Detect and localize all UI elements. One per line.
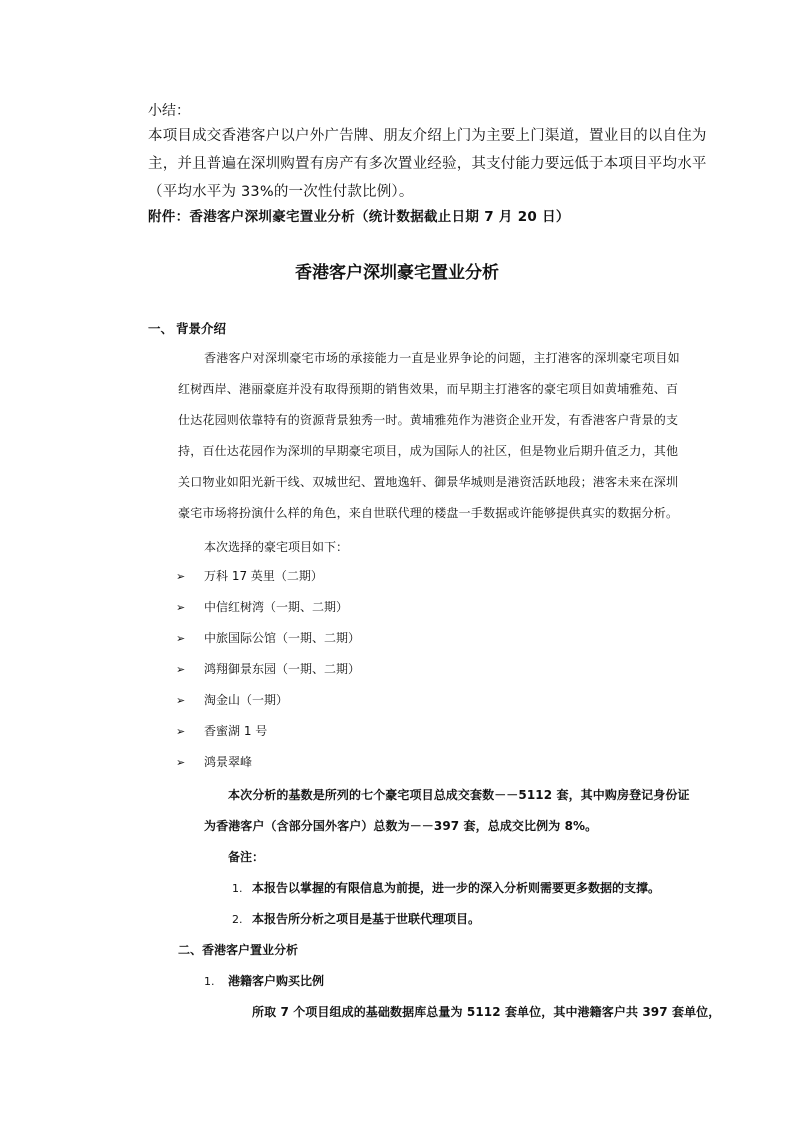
attachment-heading: 附件：香港客户深圳豪宅置业分析（统计数据截止日期 7 月 20 日） [148,209,570,225]
summary-line: 本项目成交香港客户以户外广告牌、朋友介绍上门为主要上门渠道，置业目的以自住为 [148,128,707,144]
project-list-item: ➢ 中信红树湾（一期、二期） [176,600,349,614]
project-list-item: ➢ 万科 17 英里（二期） [176,569,323,583]
note-item: 2. 本报告所分析之项目是基于世联代理项目。 [232,912,481,926]
arrowhead-bullet-icon: ➢ [176,725,186,738]
paragraph-line: 持，百仕达花园作为深圳的早期豪宅项目，成为国际人的社区，但是物业后期升值乏力，其他 [178,444,679,458]
section-title: 背景介绍 [176,321,227,336]
section-heading-background [148,319,226,337]
arrowhead-bullet-icon: ➢ [176,570,186,583]
arrowhead-bullet-icon: ➢ [176,632,186,645]
summary-label: 小结： [148,103,190,119]
summary-line: （平均水平为 33%的一次性付款比例）。 [148,184,414,200]
arrowhead-bullet-icon: ➢ [176,663,186,676]
basis-line: 为香港客户（含部分国外客户）总数为－－397 套，总成交比例为 8%。 [204,819,598,833]
project-list-item: ➢ 鸿翔御景东园（一期、二期） [176,662,361,676]
paragraph-line: 香港客户对深圳豪宅市场的承接能力一直是业界争论的问题，主打港客的深圳豪宅项目如 [204,351,680,365]
section-heading-analysis: 二、香港客户置业分析 [178,943,299,957]
project-list-item: ➢ 鸿景翠峰 [176,755,253,769]
summary-line: 主，并且普遍在深圳购置有房产有多次置业经验，其支付能力要远低于本项目平均水平 [148,156,707,172]
note-item: 1. 本报告以掌握的有限信息为前提，进一步的深入分析则需要更多数据的支撑。 [232,881,661,895]
project-list-item: ➢ 中旅国际公馆（一期、二期） [176,631,361,645]
paragraph-line: 关口物业如阳光新干线、双城世纪、置地逸轩、御景华城则是港资活跃地段；港客未来在深圳 [178,475,679,489]
arrowhead-bullet-icon: ➢ [176,756,186,769]
subsection-heading: 1. 港籍客户购买比例 [204,974,325,988]
arrowhead-bullet-icon: ➢ [176,694,186,707]
paragraph-line: 豪宅市场将扮演什么样的角色，来自世联代理的楼盘一手数据或许能够提供真实的数据分析。 [178,506,679,520]
projects-intro: 本次选择的豪宅项目如下： [204,540,349,554]
notes-label: 备注： [228,850,265,864]
project-list-item: ➢ 淘金山（一期） [176,693,289,707]
basis-line: 本次分析的基数是所列的七个豪宅项目总成交套数－－5112 套，其中购房登记身份证 [228,788,690,802]
paragraph-line: 红树西岸、港丽豪庭并没有取得预期的销售效果，而早期主打港客的豪宅项目如黄埔雅苑、百 [178,382,679,396]
project-list-item: ➢ 香蜜湖 1 号 [176,724,268,738]
paragraph-line: 仕达花园则依靠特有的资源背景独秀一时。黄埔雅苑作为港资企业开发，有香港客户背景的支 [178,413,679,427]
paragraph-line: 所取 7 个项目组成的基础数据库总量为 5112 套单位，其中港籍客户共 397 套单位， [252,1005,721,1019]
arrowhead-bullet-icon: ➢ [176,601,186,614]
section-number: 一、 [148,321,174,336]
document-title: 香港客户深圳豪宅置业分析 [295,263,499,283]
